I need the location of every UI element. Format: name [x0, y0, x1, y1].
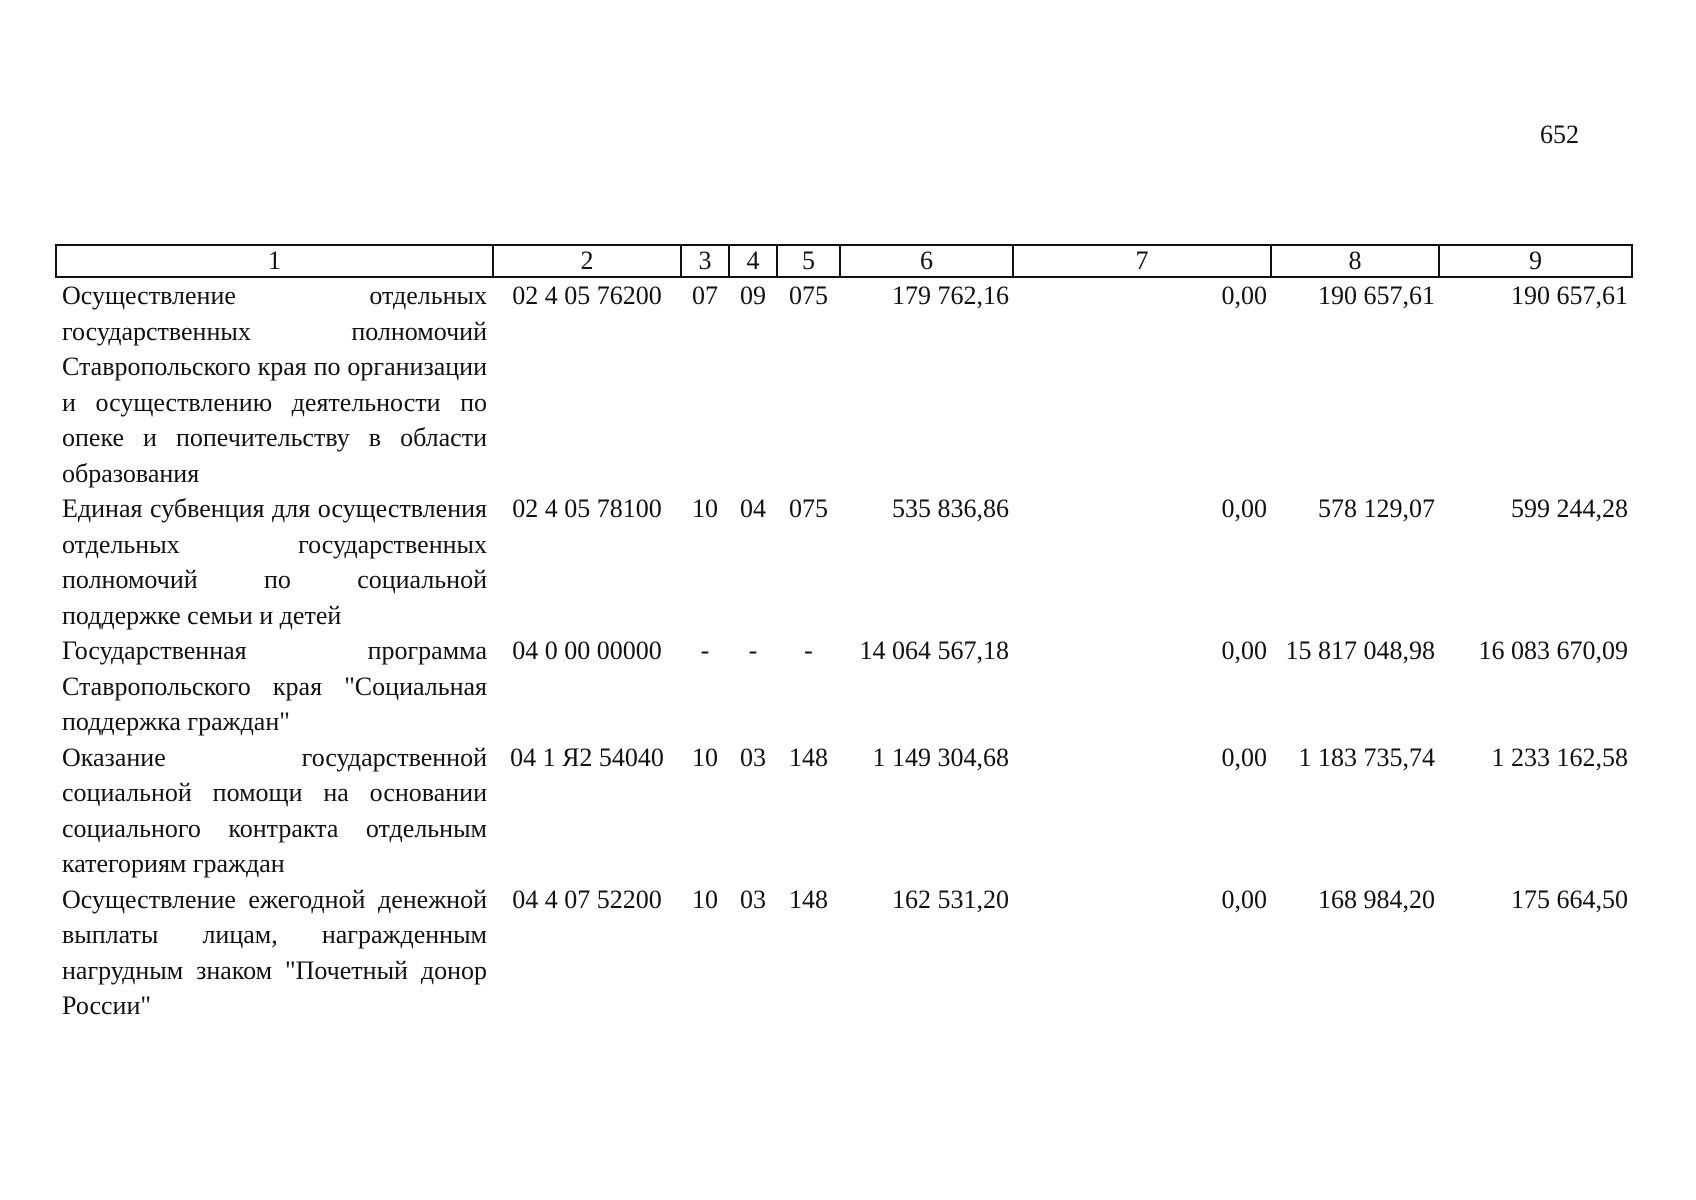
row-subsection: 09 — [740, 281, 766, 310]
row-subsection: 04 — [740, 494, 766, 523]
row-value-8: 578 129,07 — [1318, 494, 1435, 523]
column-header: 8 — [1271, 245, 1439, 277]
row-section: 10 — [692, 494, 718, 523]
row-value-8: 190 657,61 — [1318, 281, 1435, 310]
row-code: 02 4 05 78100 — [512, 494, 662, 523]
table-row — [56, 633, 1632, 740]
row-subsection: 03 — [740, 884, 766, 914]
row-value-9: 175 664,50 — [1511, 884, 1628, 914]
row-name: Осуществление отдельных государственных полномочий Ставропольского края по организации и осуществлению деятельности по опеке и попечительству в области образования — [62, 281, 487, 488]
row-value-9: 599 244,28 — [1511, 494, 1628, 523]
row-value-8: 168 984,20 — [1318, 884, 1435, 914]
row-value-8: 15 817 048,98 — [1285, 636, 1435, 665]
row-section: - — [700, 636, 710, 665]
row-group: 075 — [789, 494, 828, 523]
row-value-9: 16 083 670,09 — [1478, 636, 1628, 665]
page-number: 652 — [1540, 120, 1579, 149]
column-header: 7 — [1013, 245, 1271, 277]
row-value-9: 190 657,61 — [1511, 281, 1628, 310]
row-value-7: 0,00 — [1221, 494, 1267, 523]
row-value-9: 1 233 162,58 — [1491, 742, 1628, 772]
row-group: 148 — [789, 742, 828, 772]
row-name: Единая субвенция для осуществления отдельных государственных полномочий по социальной поддержке семьи и детей — [62, 494, 487, 630]
row-name: Государственная программа Ставропольского края "Социальная поддержка граждан" — [62, 636, 487, 736]
row-value-6: 162 531,20 — [892, 884, 1009, 914]
row-code: 04 1 Я2 54040 — [510, 742, 664, 772]
row-value-6: 179 762,16 — [892, 281, 1009, 310]
column-header: 1 — [56, 245, 493, 277]
column-header: 3 — [681, 245, 729, 277]
column-header: 9 — [1439, 245, 1632, 277]
column-header: 4 — [729, 245, 777, 277]
header-row — [56, 245, 1632, 277]
row-group: 075 — [789, 281, 828, 310]
column-header: 2 — [493, 245, 681, 277]
row-value-6: 14 064 567,18 — [859, 636, 1009, 665]
row-section: 07 — [692, 281, 718, 310]
row-value-7: 0,00 — [1221, 281, 1267, 310]
table-row — [56, 277, 1632, 491]
row-section: 10 — [692, 742, 718, 772]
row-value-8: 1 183 735,74 — [1298, 742, 1435, 772]
row-subsection: 03 — [740, 742, 766, 772]
row-code: 02 4 05 76200 — [512, 281, 662, 310]
row-group: 148 — [789, 884, 828, 914]
row-code: 04 4 07 52200 — [512, 884, 662, 914]
table-row — [56, 740, 1632, 882]
budget-table — [55, 244, 1633, 1024]
row-section: 10 — [692, 884, 718, 914]
row-value-7: 0,00 — [1221, 742, 1267, 772]
row-code: 04 0 00 00000 — [512, 636, 662, 665]
row-group: - — [804, 636, 813, 665]
row-value-7: 0,00 — [1221, 884, 1267, 914]
row-subsection: - — [748, 636, 758, 665]
row-value-7: 0,00 — [1221, 636, 1267, 665]
table-row — [56, 882, 1632, 1024]
column-header: 6 — [840, 245, 1013, 277]
row-value-6: 535 836,86 — [892, 494, 1009, 523]
row-value-6: 1 149 304,68 — [872, 742, 1009, 772]
table-row — [56, 491, 1632, 633]
column-header: 5 — [777, 245, 840, 277]
row-name: Оказание государственной социальной помощи на основании социального контракта отдельным категориям граждан — [62, 742, 487, 878]
row-name: Осуществление ежегодной денежной выплаты лицам, награжденным нагрудным знаком "Почетный донор России" — [62, 884, 487, 1020]
